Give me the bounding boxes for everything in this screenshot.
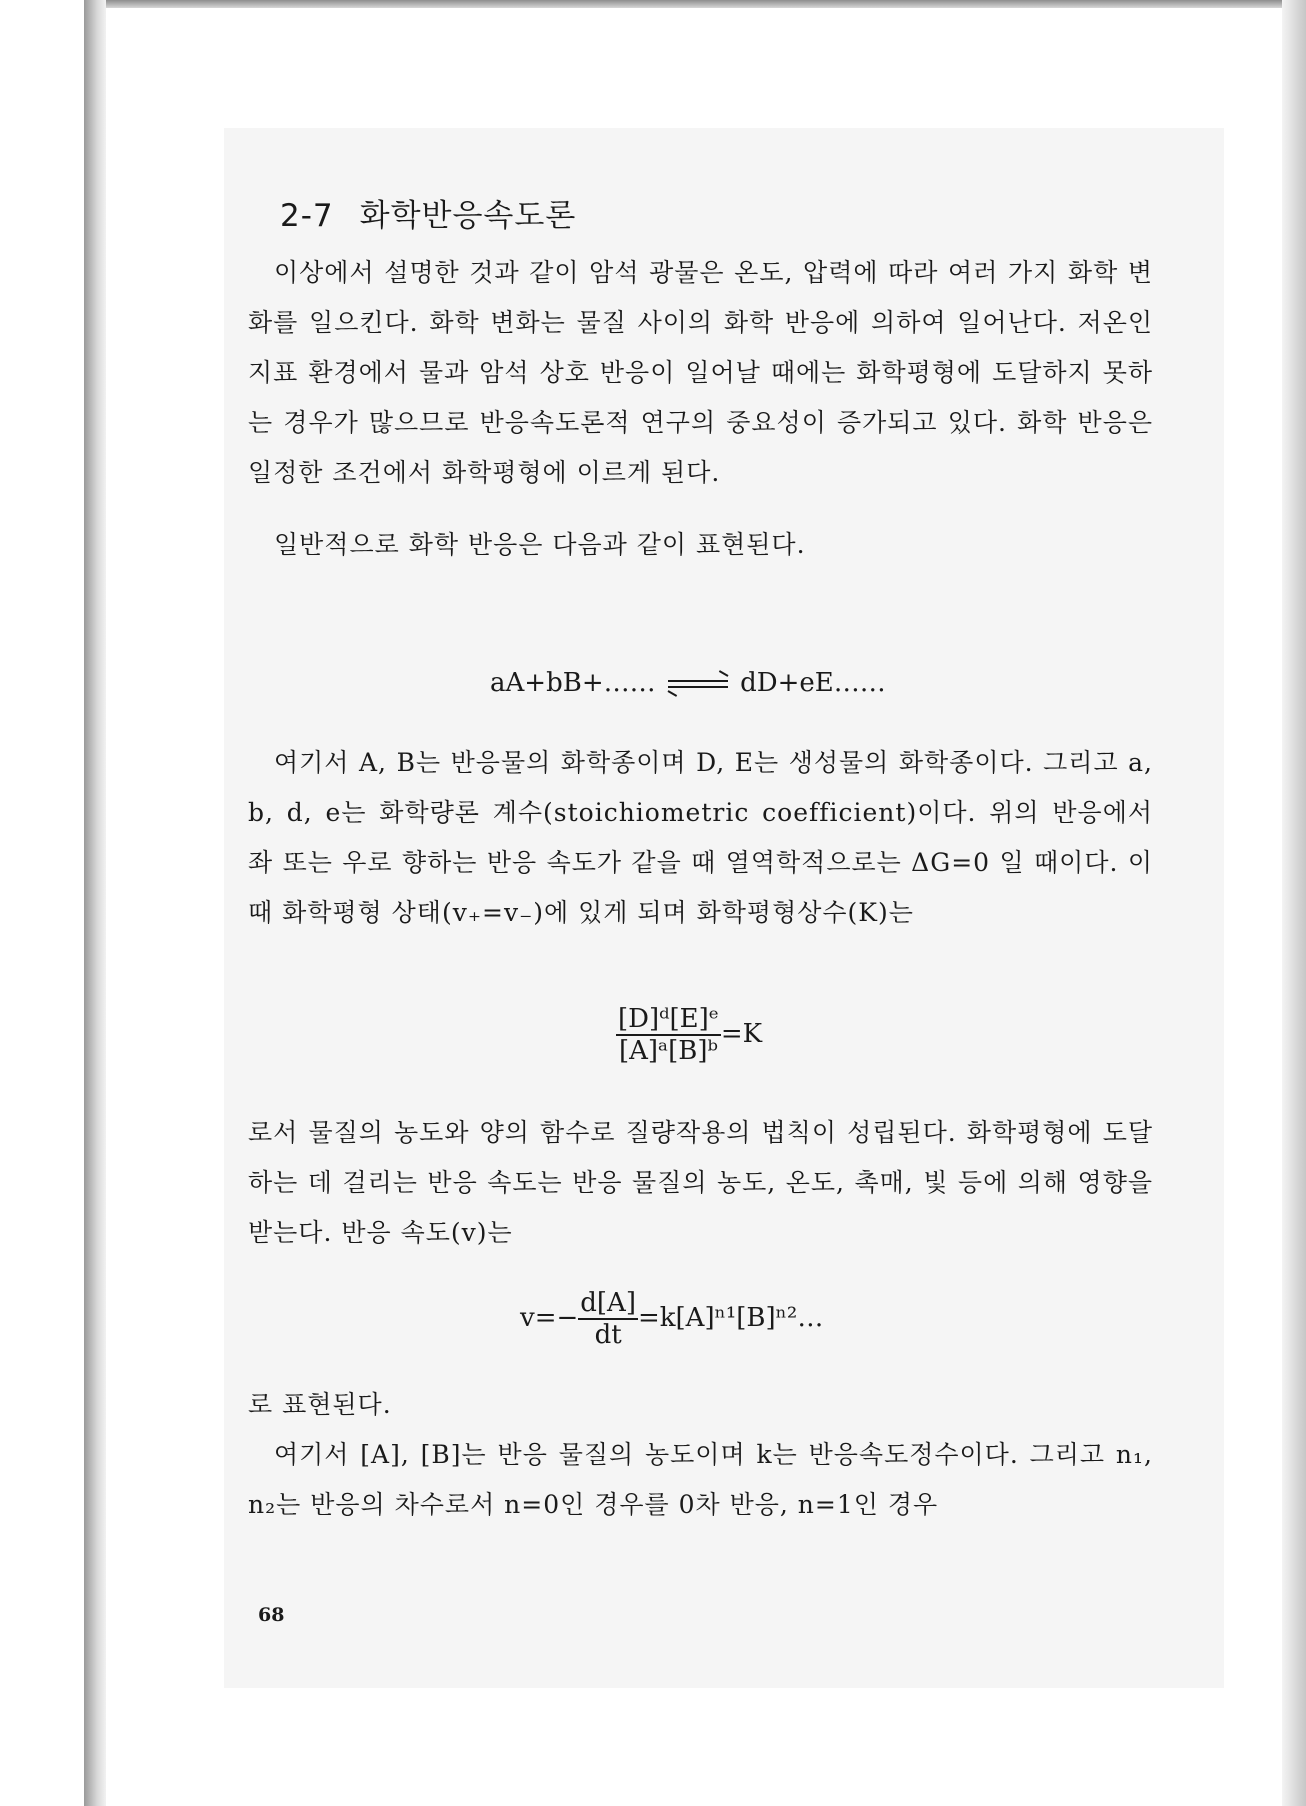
paragraph-4: 로서 물질의 농도와 양의 함수로 질량작용의 법칙이 성립된다. 화학평형에 도달하는 데 걸리는 반응 속도는 반응 물질의 농도, 온도, 촉매, 빛 등에 의해 영향을 받는다. 반응 속도(v)는 xyxy=(248,1118,1153,1247)
page-number: 68 xyxy=(258,1604,285,1626)
rate-fraction xyxy=(578,1288,638,1350)
rate-numerator: d[A] xyxy=(580,1288,636,1318)
equilibrium-numerator: [D]ᵈ[E]ᵉ xyxy=(618,1004,719,1034)
section-title: 화학반응속도론 xyxy=(359,198,577,234)
reaction-products: dD+eE…… xyxy=(740,668,886,698)
reaction-equation xyxy=(490,668,886,698)
paragraph-3: 여기서 A, B는 반응물의 화학종이며 D, E는 생성물의 화학종이다. 그리고 a, b, d, e는 화학량론 계수(stoichiometric coefficient)이다. 위의 반응에서 좌 또는 우로 향하는 반응 속도가 같을 때 열역학적으로는 ΔG=0 일 때이다. 이때 화학평형 상태(v₊=v₋)에 있게 되며 화학평형상수(K)는 xyxy=(248,748,1153,927)
equilibrium-constant-equation xyxy=(616,1004,762,1066)
section-number: 2-7 xyxy=(280,198,334,234)
equilibrium-denominator: [A]ᵃ[B]ᵇ xyxy=(618,1036,718,1066)
paragraph-6: 여기서 [A], [B]는 반응 물질의 농도이며 k는 반응속도정수이다. 그리고 n₁, n₂는 반응의 차수로서 n=0인 경우를 0차 반응, n=1인 경우 xyxy=(248,1440,1153,1519)
equilibrium-fraction xyxy=(616,1004,721,1066)
rate-rhs: =k[A]ⁿ¹[B]ⁿ²… xyxy=(637,1303,824,1333)
section-heading xyxy=(280,190,576,235)
paragraph-2: 일반적으로 화학 반응은 다음과 같이 표현된다. xyxy=(274,530,806,559)
paragraph-5: 로 표현된다. xyxy=(248,1390,392,1419)
reaction-reactants: aA+bB+…… xyxy=(490,668,656,698)
rate-equation xyxy=(520,1288,823,1350)
rate-denominator: dt xyxy=(594,1320,622,1350)
paragraph-1: 이상에서 설명한 것과 같이 암석 광물은 온도, 압력에 따라 여러 가지 화학 변화를 일으킨다. 화학 변화는 물질 사이의 화학 반응에 의하여 일어난다. 저온인 지표 환경에서 물과 암석 상호 반응이 일어날 때에는 화학평형에 도달하지 못하는 경우가 많으므로 반응속도론적 연구의 중요성이 증가되고 있다. 화학 반응은 일정한 조건에서 화학평형에 이르게 된다. xyxy=(248,258,1153,487)
rate-lhs: v=− xyxy=(520,1303,579,1333)
equilibrium-arrow-icon xyxy=(668,677,728,691)
equilibrium-rhs: =K xyxy=(720,1019,763,1049)
book-spine-shadow xyxy=(84,0,106,1806)
book-top-edge xyxy=(84,0,1306,8)
book-right-edge xyxy=(1282,0,1306,1806)
